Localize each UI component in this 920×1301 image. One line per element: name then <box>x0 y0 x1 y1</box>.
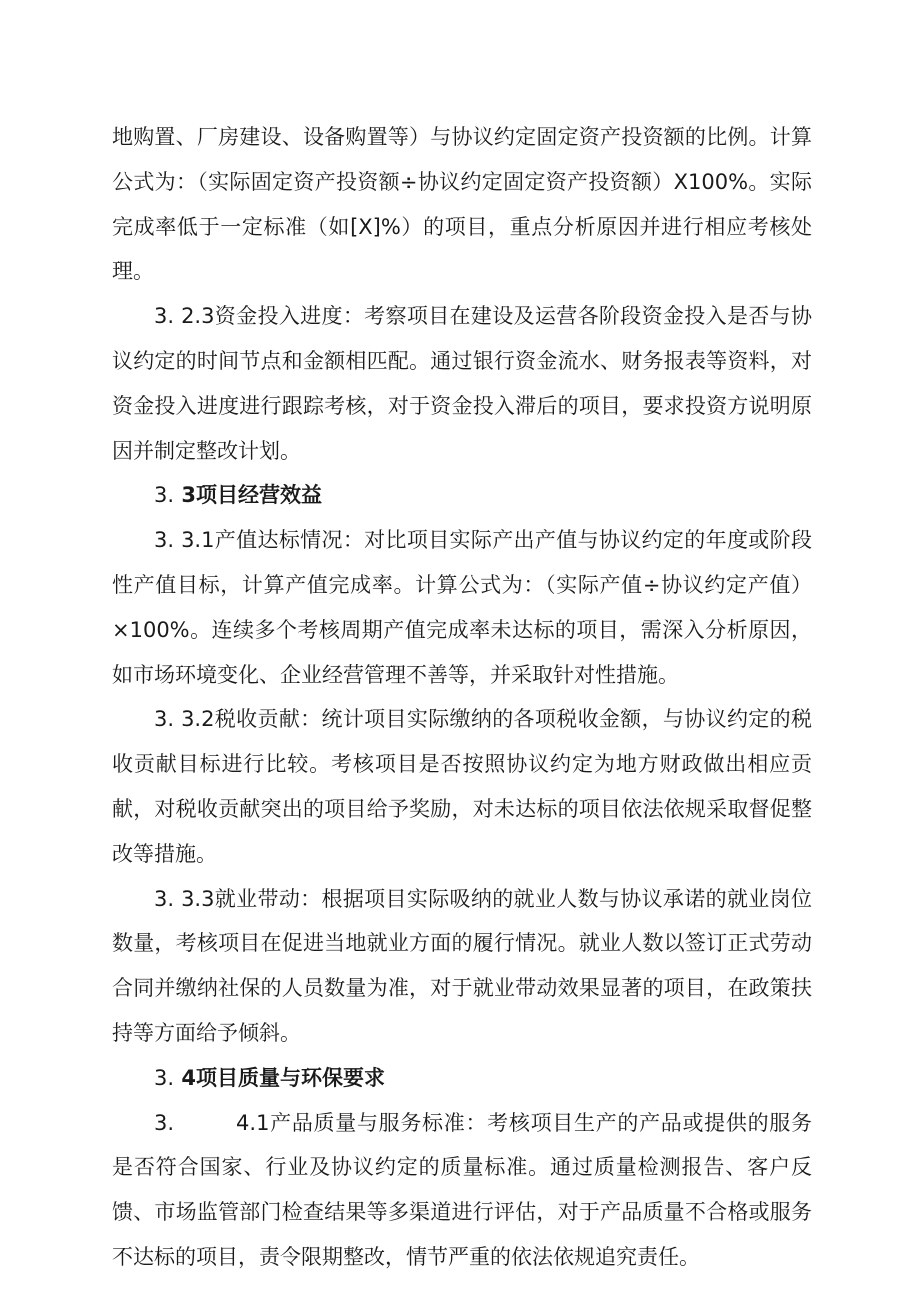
section-number: 3. <box>154 1065 175 1090</box>
paragraph-funding-progress <box>112 294 812 473</box>
section-heading-operating-benefit <box>112 473 812 518</box>
section-number: 3. <box>154 304 175 329</box>
section-number: 3. <box>154 483 175 508</box>
paragraph-text: 3.3就业带动：根据项目实际吸纳的就业人数与协议承诺的就业岗位数量，考核项目在促进当地就业方面的履行情况。就业人数以签订正式劳动合同并缴纳社保的人员数量为准，对于就业带动效果显著的项目，在政策扶持等方面给予倾斜。 <box>112 886 812 1045</box>
section-number: 3. <box>154 707 175 732</box>
section-heading-quality-environment <box>112 1056 812 1101</box>
paragraph-text: 4.1产品质量与服务标准：考核项目生产的产品或提供的服务是否符合国家、行业及协议约定的质量标准。通过质量检测报告、客户反馈、市场监管部门检查结果等多渠道进行评估，对于产品质量不合格或服务不达标的项目，责令限期整改，情节严重的依法依规追究责任。 <box>112 1110 812 1269</box>
paragraph-text: 3.2税收贡献：统计项目实际缴纳的各项税收金额，与协议约定的税收贡献目标进行比较。考核项目是否按照协议约定为地方财政做出相应贡献，对税收贡献突出的项目给予奖励，对未达标的项目依法依规采取督促整改等措施。 <box>112 707 812 866</box>
section-number: 3. <box>154 528 175 553</box>
document-body <box>112 115 812 1280</box>
paragraph-tax-contribution <box>112 697 812 876</box>
section-number: 3. <box>154 886 175 911</box>
paragraph-employment <box>112 877 812 1056</box>
paragraph-text: 地购置、厂房建设、设备购置等）与协议约定固定资产投资额的比例。计算公式为：（实际固定资产投资额÷协议约定固定资产投资额）X100%。实际完成率低于一定标准（如[X]%）的项目，重点分析原因并进行相应考核处理。 <box>112 125 812 284</box>
section-heading-text: 3项目经营效益 <box>181 483 322 508</box>
section-number: 3. <box>154 1110 175 1135</box>
section-heading-text: 4项目质量与环保要求 <box>181 1065 385 1090</box>
paragraph-text: 3.1产值达标情况：对比项目实际产出产值与协议约定的年度或阶段性产值目标，计算产值完成率。计算公式为：（实际产值÷协议约定产值）×100%。连续多个考核周期产值完成率未达标的项目，需深入分析原因，如市场环境变化、企业经营管理不善等，并采取针对性措施。 <box>112 528 812 687</box>
paragraph-text: 2.3资金投入进度：考察项目在建设及运营各阶段资金投入是否与协议约定的时间节点和金额相匹配。通过银行资金流水、财务报表等资料，对资金投入进度进行跟踪考核，对于资金投入滞后的项目，要求投资方说明原因并制定整改计划。 <box>112 304 812 463</box>
paragraph-output-value <box>112 518 812 697</box>
paragraph-fixed-asset-ratio <box>112 115 812 294</box>
paragraph-product-quality <box>112 1101 812 1280</box>
